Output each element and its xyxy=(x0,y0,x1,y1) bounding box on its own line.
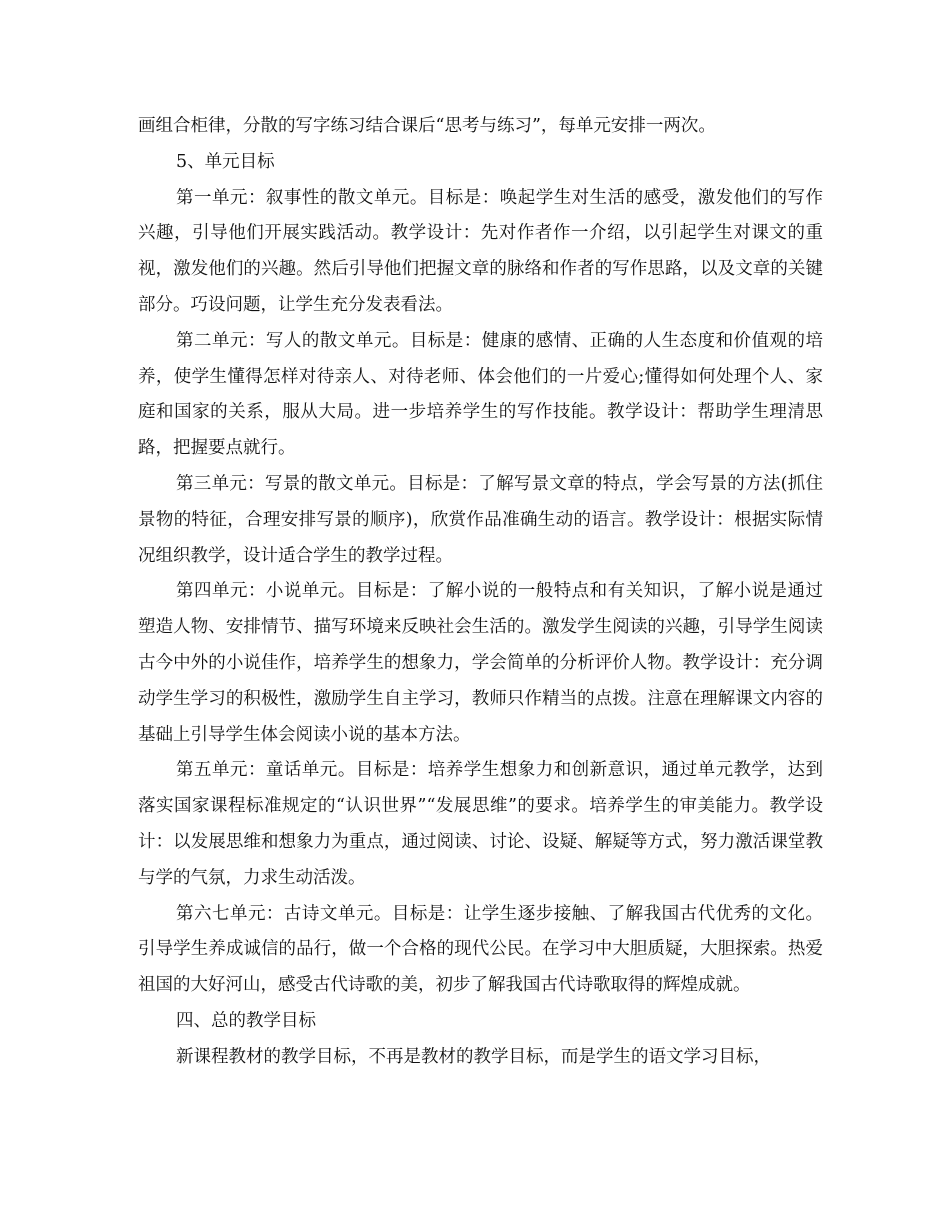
paragraph-unit-6-7: 第六七单元：古诗文单元。目标是：让学生逐步接触、了解我国古代优秀的文化。引导学生养成诚信的品行，做一个合格的现代公民。在学习中大胆质疑，大胆探索。热爱祖国的大好河山，感受古代诗歌的美，初步了解我国古代诗歌取得的辉煌成就。 xyxy=(138,903,823,996)
paragraph-unit-2: 第二单元：写人的散文单元。目标是：健康的感情、正确的人生态度和价值观的培养，使学生懂得怎样对待亲人、对待老师、体会他们的一片爱心;懂得如何处理个人、家庭和国家的关系，服从大局。进一步培养学生的写作技能。教学设计：帮助学生理清思路，把握要点就行。 xyxy=(138,330,823,459)
section-heading-unit-goals: 5、单元目标 xyxy=(176,151,275,172)
paragraph-unit-1: 第一单元：叙事性的散文单元。目标是：唤起学生对生活的感受，激发他们的写作兴趣，引导他们开展实践活动。教学设计：先对作者作一介绍，以引起学生对课文的重视，激发他们的兴趣。然后引导他们把握文章的脉络和作者的写作思路，以及文章的关键部分。巧设问题，让学生充分发表看法。 xyxy=(138,187,823,315)
paragraph-unit-4: 第四单元：小说单元。目标是：了解小说的一般特点和有关知识，了解小说是通过塑造人物、安排情节、描写环境来反映社会生活的。激发学生阅读的兴趣，引导学生阅读古今中外的小说佳作，培养学生的想象力，学会简单的分析评价人物。教学设计：充分调动学生学习的积极性，激励学生自主学习，教师只作精当的点拨。注意在理解课文内容的基础上引导学生体会阅读小说的基本方法。 xyxy=(138,581,823,745)
paragraph-continuation: 画组合柜律，分散的写字练习结合课后“思考与练习”，每单元安排一两次。 xyxy=(138,116,716,136)
paragraph-overall-goals: 新课程教材的教学目标，不再是教材的教学目标，而是学生的语文学习目标， xyxy=(176,1046,771,1067)
paragraph-unit-3: 第三单元：写景的散文单元。目标是：了解写景文章的特点，学会写景的方法(抓住景物的特征，合理安排写景的顺序)，欣赏作品准确生动的语言。教学设计：根据实际情况组织教学，设计适合学生的教学过程。 xyxy=(138,473,823,566)
paragraph-unit-5: 第五单元：童话单元。目标是：培养学生想象力和创新意识，通过单元教学，达到落实国家课程标准规定的“认识世界”“发展思维”的要求。培养学生的审美能力。教学设计：以发展思维和想象力为重点，通过阅读、讨论、设疑、解疑等方式，努力激活课堂教与学的气氛，力求生动活泼。 xyxy=(138,760,823,888)
section-heading-overall-goals: 四、总的教学目标 xyxy=(176,1010,316,1031)
document-body xyxy=(138,109,823,1076)
